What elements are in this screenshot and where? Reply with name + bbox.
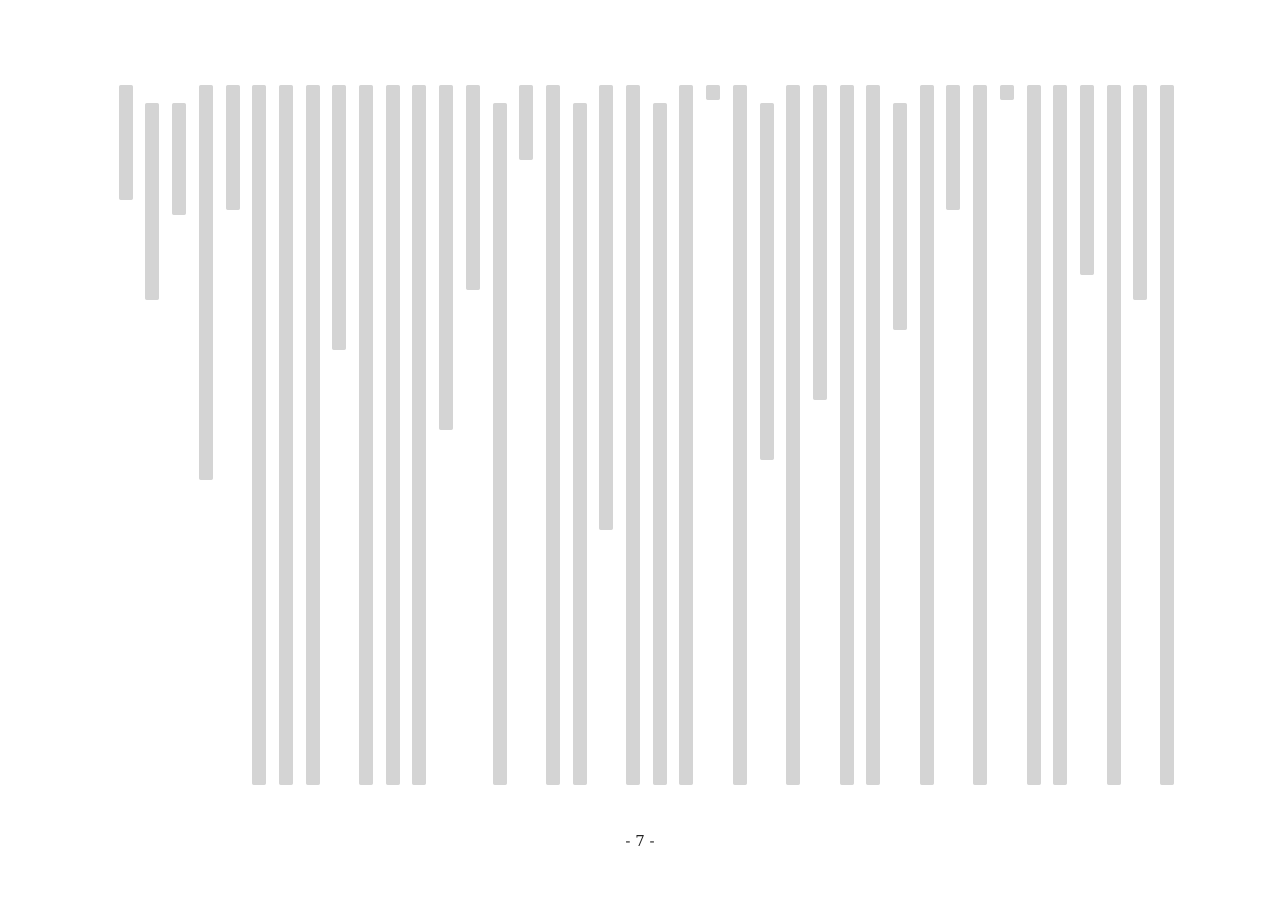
text-line-redacted (145, 103, 159, 300)
text-line-redacted (519, 85, 533, 160)
text-line-redacted (1133, 85, 1147, 300)
text-line-redacted (252, 85, 266, 785)
text-line-redacted (279, 85, 293, 785)
text-line-redacted (1080, 85, 1094, 275)
text-line-redacted (786, 85, 800, 785)
text-line-redacted (866, 85, 880, 785)
text-line-redacted (1000, 85, 1014, 100)
text-line-redacted (386, 85, 400, 785)
text-line-redacted (573, 103, 587, 785)
text-line-redacted (466, 85, 480, 290)
text-line-redacted (840, 85, 854, 785)
text-line-redacted (1053, 85, 1067, 785)
text-line-redacted (546, 85, 560, 785)
text-line-redacted (813, 85, 827, 400)
page-number: - 7 - (625, 832, 655, 850)
text-line-redacted (973, 85, 987, 785)
text-line-redacted (332, 85, 346, 350)
text-line-redacted (920, 85, 934, 785)
text-line-redacted (226, 85, 240, 210)
text-line-redacted (733, 85, 747, 785)
text-line-redacted (359, 85, 373, 785)
text-line-redacted (1107, 85, 1121, 785)
text-line-redacted (679, 85, 693, 785)
text-line-redacted (1027, 85, 1041, 785)
text-line-redacted (306, 85, 320, 785)
text-line-redacted (493, 103, 507, 785)
text-line-redacted (439, 85, 453, 430)
text-line-redacted (706, 85, 720, 100)
text-line-redacted (946, 85, 960, 210)
text-line-redacted (1160, 85, 1174, 785)
text-line-redacted (199, 85, 213, 480)
text-line-redacted (653, 103, 667, 785)
text-line-redacted (760, 103, 774, 460)
text-line-redacted (599, 85, 613, 530)
text-line-redacted (412, 85, 426, 785)
text-line-redacted (172, 103, 186, 215)
text-line-redacted (119, 85, 133, 200)
text-line-redacted (893, 103, 907, 330)
text-line-redacted (626, 85, 640, 785)
